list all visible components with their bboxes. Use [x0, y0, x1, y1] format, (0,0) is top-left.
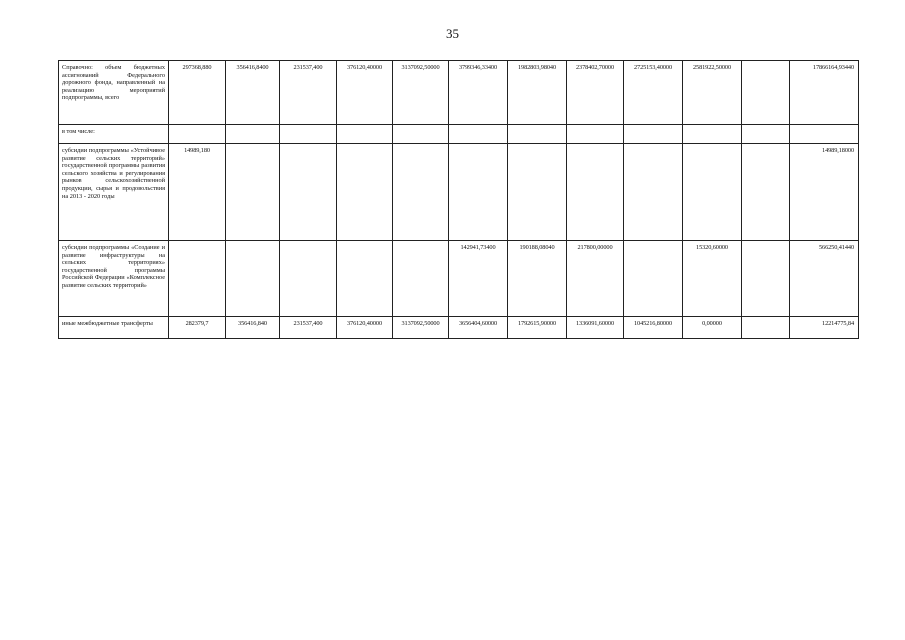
value-cell — [742, 241, 790, 317]
row-total-cell: 566250,41440 — [790, 241, 859, 317]
value-cell — [226, 144, 280, 241]
value-cell — [624, 144, 683, 241]
value-cell — [280, 241, 337, 317]
value-cell — [567, 144, 624, 241]
value-cell — [280, 125, 337, 144]
value-cell — [169, 125, 226, 144]
value-cell: 297368,880 — [169, 61, 226, 125]
row-total-cell: 17866164,93440 — [790, 61, 859, 125]
value-cell: 2378402,70000 — [567, 61, 624, 125]
value-cell: 376120,40000 — [337, 317, 393, 339]
value-cell — [508, 144, 567, 241]
value-cell — [742, 317, 790, 339]
value-cell: 356416,840 — [226, 317, 280, 339]
row-total-cell: 14989,18000 — [790, 144, 859, 241]
value-cell: 14989,180 — [169, 144, 226, 241]
row-label: Справочно: объем бюджетных ассигнований Федерального дорожного фонда, направленный на реализацию мероприятий подпрограммы, всего — [59, 61, 169, 125]
value-cell: 3799346,33400 — [449, 61, 508, 125]
value-cell: 1045216,80000 — [624, 317, 683, 339]
row-label: субсидии подпрограммы «Устойчивое развитие сельских территорий» государственной программы развития сельского хозяйства и регулирования рынков сельскохозяйственной продукции, сырья и продовольствия на 2013 - 2020 годы — [59, 144, 169, 241]
value-cell — [742, 61, 790, 125]
value-cell: 282379,7 — [169, 317, 226, 339]
row-label: субсидии подпрограммы «Создание и развитие инфраструктуры на сельских территориях» государственной программы Российской Федерации «Комплексное развитие сельских территорий» — [59, 241, 169, 317]
value-cell — [508, 125, 567, 144]
value-cell: 1982803,98040 — [508, 61, 567, 125]
value-cell — [742, 125, 790, 144]
value-cell: 231537,400 — [280, 61, 337, 125]
table-row — [59, 317, 859, 339]
table-row — [59, 125, 859, 144]
value-cell — [449, 125, 508, 144]
value-cell — [226, 125, 280, 144]
value-cell — [393, 241, 449, 317]
value-cell: 190188,08040 — [508, 241, 567, 317]
row-total-cell: 12214775,84 — [790, 317, 859, 339]
value-cell: 15320,60000 — [683, 241, 742, 317]
value-cell — [337, 241, 393, 317]
value-cell — [567, 125, 624, 144]
value-cell — [683, 125, 742, 144]
row-label: в том числе: — [59, 125, 169, 144]
value-cell — [337, 144, 393, 241]
value-cell — [683, 144, 742, 241]
value-cell: 376120,40000 — [337, 61, 393, 125]
value-cell — [624, 241, 683, 317]
value-cell — [393, 144, 449, 241]
value-cell: 2581922,50000 — [683, 61, 742, 125]
value-cell: 3656404,60000 — [449, 317, 508, 339]
row-label: иные межбюджетные трансферты — [59, 317, 169, 339]
value-cell: 2725153,40000 — [624, 61, 683, 125]
value-cell — [226, 241, 280, 317]
table-row — [59, 144, 859, 241]
page-number: 35 — [446, 26, 459, 41]
value-cell: 3137092,50000 — [393, 61, 449, 125]
value-cell — [449, 144, 508, 241]
value-cell: 231537,400 — [280, 317, 337, 339]
table-row — [59, 241, 859, 317]
value-cell: 1792615,90000 — [508, 317, 567, 339]
value-cell — [280, 144, 337, 241]
value-cell: 142941,73400 — [449, 241, 508, 317]
row-total-cell — [790, 125, 859, 144]
value-cell — [742, 144, 790, 241]
budget-table — [58, 60, 859, 339]
value-cell — [393, 125, 449, 144]
value-cell: 0,00000 — [683, 317, 742, 339]
table-row — [59, 61, 859, 125]
value-cell: 1336091,60000 — [567, 317, 624, 339]
value-cell — [169, 241, 226, 317]
value-cell: 3137092,50000 — [393, 317, 449, 339]
value-cell — [624, 125, 683, 144]
value-cell: 217800,00000 — [567, 241, 624, 317]
value-cell — [337, 125, 393, 144]
value-cell: 356416,8400 — [226, 61, 280, 125]
